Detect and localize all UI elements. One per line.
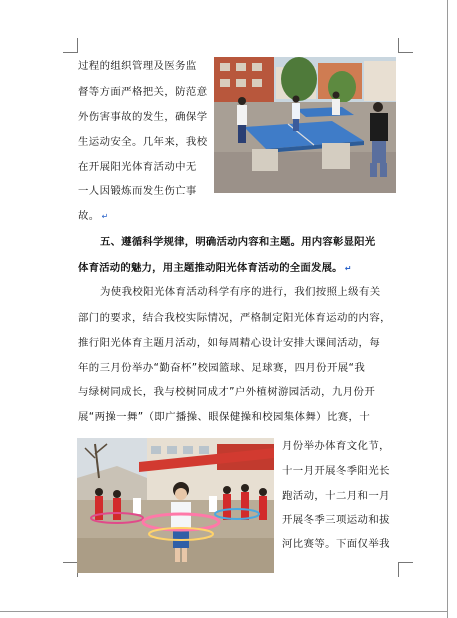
text-line: 河比赛等。下面仅举我 [282,538,390,550]
page-edge-right [447,0,448,618]
text-line-last [78,210,109,223]
paragraph-mark-icon: ↵ [344,264,352,273]
page-edge-bottom [0,611,448,612]
text-line: 推行阳光体育主题月活动，如每周精心设计安排大课间活动，每 [78,337,381,349]
text-line: 外伤害事故的发生，确保学 [78,111,208,123]
crop-mark-bottom-left [63,562,78,577]
crop-mark-bottom-right [398,562,413,577]
text-run: 体育活动的魅力，用主题推动阳光体育活动的全面发展。 [78,262,343,274]
section-heading: 五、遵循科学规律，明确活动内容和主题。用内容彰显阳光 [100,236,376,248]
crop-mark-top-right [398,38,413,53]
text-line: 与绿树同成长，我与校树同成才”户外植树游园活动，九月份开 [78,386,376,398]
text-line: 在开展阳光体育活动中无 [78,161,197,173]
text-line: 十一月开展冬季阳光长 [282,465,390,477]
text-line: 过程的组织管理及医务监 [78,60,197,72]
hula-hoop-photo [77,438,274,573]
text-line: 部门的要求，结合我校实际情况，严格制定阳光体育运动的内容， [78,312,391,324]
text-line: 督等方面严格把关，防范意 [78,86,208,98]
text-line: 为使我校阳光体育活动科学有序的进行，我们按照上级有关 [100,286,381,298]
section-heading-line [78,262,352,275]
text-line: 年的三月份举办“勤奋杯”校园篮球、足球赛，四月份开展“我 [78,362,366,374]
text-line: 开展冬季三项运动和拔 [282,514,390,526]
text-run: 故。 [78,210,100,222]
text-line: 月份举办体育文化节， [282,440,390,452]
paragraph-mark-icon: ↵ [101,212,109,221]
text-line: 生运动安全。几年来，我校 [78,136,208,148]
text-line: 一人因锻炼而发生伤亡事 [78,185,197,197]
crop-mark-top-left [63,38,78,53]
text-line: 跑活动，十二月和一月 [282,490,390,502]
text-line: 展“两操一舞”（即广播操、眼保健操和校园集体舞）比赛，十 [78,411,371,423]
table-tennis-photo [214,57,396,193]
